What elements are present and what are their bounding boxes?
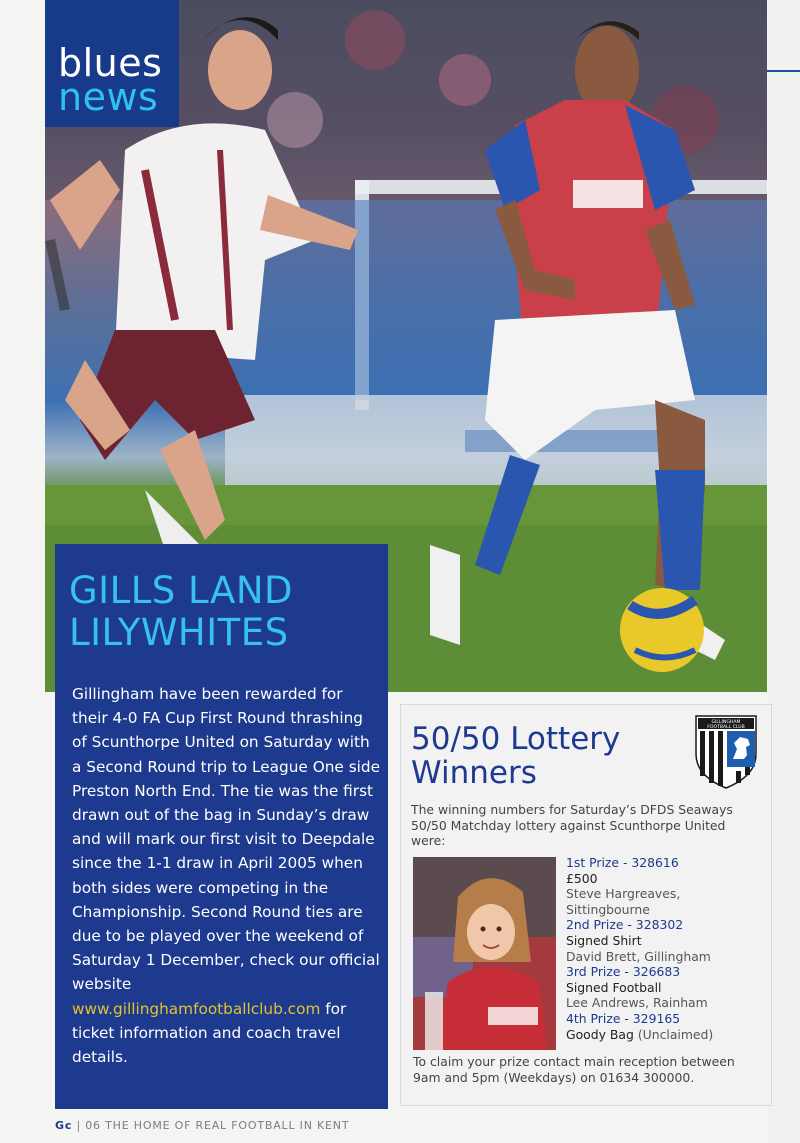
prize-entry — [566, 964, 766, 1011]
prize-title: 3rd Prize - 326683 — [566, 964, 681, 980]
club-crest-icon — [695, 715, 757, 789]
prize-winner: (Unclaimed) — [637, 1026, 714, 1042]
prize-winner: Steve Hargreaves, Sittingbourne — [566, 886, 681, 917]
prize-title: 2nd Prize - 328302 — [566, 917, 684, 933]
prize-title: 1st Prize - 328616 — [566, 855, 679, 870]
footer-logo: Gc — [55, 1119, 73, 1132]
article-title — [69, 570, 379, 654]
section-tag-line1: blues — [58, 41, 163, 85]
article-body — [72, 682, 382, 1069]
section-tag-line2: news — [58, 75, 159, 119]
lottery-title-line2: Winners — [411, 755, 537, 791]
lottery-title — [411, 722, 691, 790]
club-website-link[interactable]: www.gillinghamfootballclub.com — [72, 999, 321, 1018]
lottery-box — [400, 704, 772, 1106]
winner-photo-illustration — [413, 857, 556, 1050]
prize-winner: David Brett, Gillingham — [566, 948, 711, 964]
edge-rule — [762, 70, 800, 72]
winner-photo — [413, 857, 556, 1050]
claim-instructions: To claim your prize contact main reception between 9am and 5pm (Weekdays) on 01634 300000. — [413, 1054, 735, 1085]
article-title-line2: LILYWHITES — [69, 611, 289, 654]
prize-entry — [566, 917, 766, 964]
section-tag — [45, 0, 179, 127]
article-body-text: Gillingham have been rewarded for their 4-0 FA Cup First Round thrashing of Scunthorpe United on Saturday with a Second Round trip to League One side Preston North End. The tie was the first drawn out of the bag in Sunday’s draw and will mark our first visit to Deepdale since the 1-1 draw in April 2005 when both sides were competing in the Championship. Second Round ties are due to be played over the weekend of Saturday 1 December, check our official website — [72, 685, 381, 994]
page-edge — [768, 0, 800, 1143]
article-title-line1: GILLS LAND — [69, 569, 294, 612]
lottery-title-line1: 50/50 Lottery — [411, 721, 621, 757]
prize-item: £500 — [566, 870, 598, 886]
prize-item: Signed Shirt — [566, 932, 642, 948]
article-body-text-end: for ticket information and coach travel details. — [72, 999, 347, 1067]
prize-title: 4th Prize - 329165 — [566, 1010, 681, 1026]
prize-winner: Lee Andrews, Rainham — [566, 995, 708, 1011]
article-box — [55, 544, 388, 1109]
prize-entry — [566, 1011, 766, 1042]
lottery-intro: The winning numbers for Saturday’s DFDS Seaways 50/50 Matchday lottery against Scunthorpe United were: — [411, 802, 733, 848]
prize-item-line — [566, 1027, 766, 1043]
prize-item: Goody Bag — [566, 1026, 634, 1042]
crest-text-line2: FOOTBALL CLUB — [707, 725, 745, 730]
page-footer — [55, 1119, 349, 1132]
prize-item: Signed Football — [566, 979, 662, 995]
footer-text: | 06 THE HOME OF REAL FOOTBALL IN KENT — [76, 1119, 350, 1132]
prize-entry — [566, 855, 766, 917]
prize-list — [566, 855, 766, 1042]
crest-text-line1: GILLINGHAM — [711, 720, 741, 725]
